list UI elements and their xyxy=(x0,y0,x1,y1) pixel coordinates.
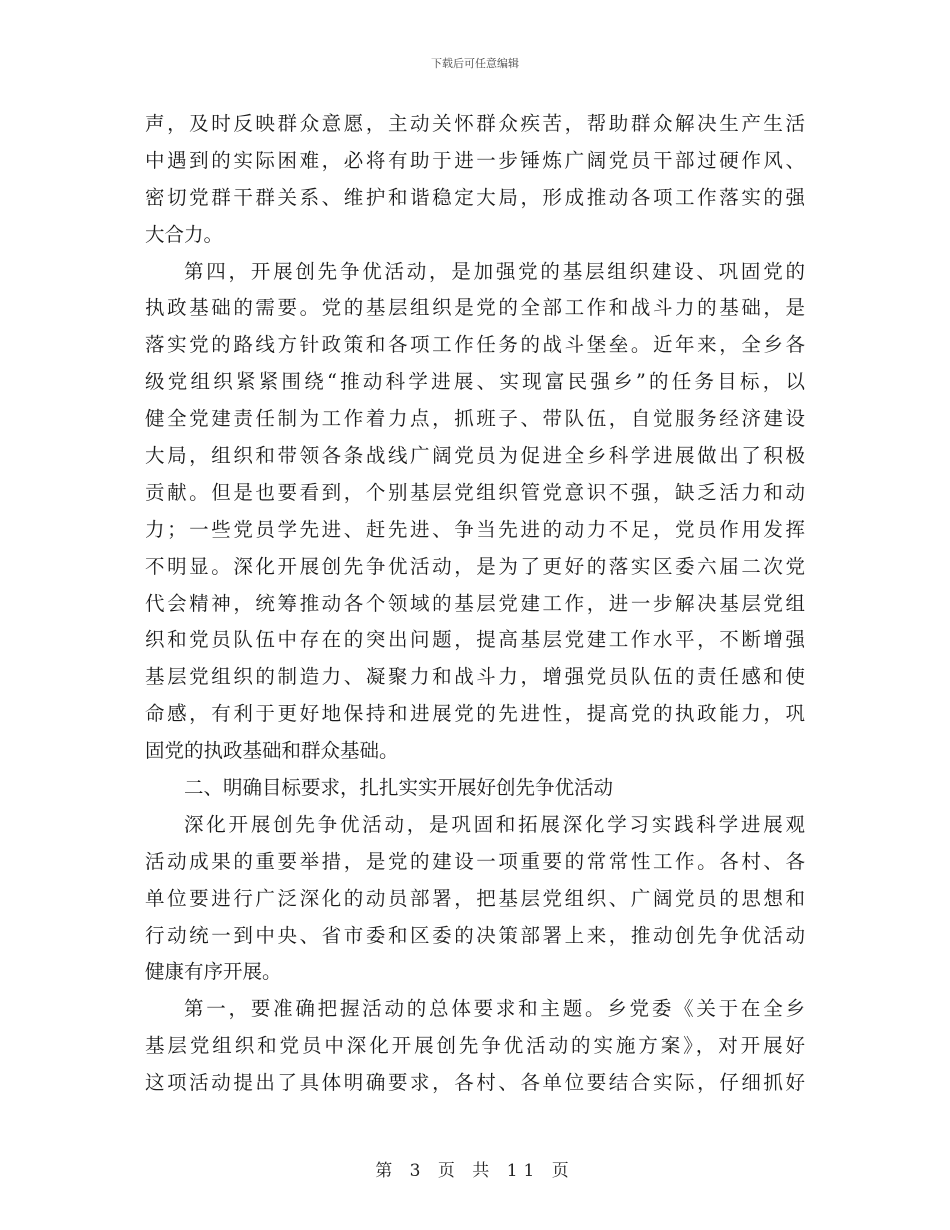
text-line: 命感，有利于更好地保持和进展党的先进性，提高党的执政能力，巩 xyxy=(145,702,805,726)
text-line: 不明显。深化开展创先争优活动，是为了更好的落实区委六届二次党 xyxy=(145,554,805,578)
document-body xyxy=(145,106,805,1102)
text-line: 级党组织紧紧围绕“推动科学进展、实现富民强乡”的任务目标，以 xyxy=(145,370,805,394)
text-line: 基层党组织和党员中深化开展创先争优活动的实施方案》，对开展好 xyxy=(145,1034,805,1058)
text-line: 中遇到的实际困难，必将有助于进一步锤炼广阔党员干部过硬作风、 xyxy=(145,148,805,172)
text-line: 力；一些党员学先进、赶先进、争当先进的动力不足，党员作用发挥 xyxy=(145,517,805,541)
text-line: 落实党的路线方针政策和各项工作任务的战斗堡垒。近年来，全乡各 xyxy=(145,333,805,357)
text-line: 第一，要准确把握活动的总体要求和主题。乡党委《关于在全乡 xyxy=(184,997,805,1021)
text-line: 大合力。 xyxy=(145,222,224,246)
text-line: 大局，组织和带领各条战线广阔党员为促进全乡科学进展做出了积极 xyxy=(145,444,805,468)
page-header: 下载后可任意编辑 xyxy=(431,57,519,70)
text-line: 代会精神，统筹推动各个领域的基层党建工作，进一步解决基层党组 xyxy=(145,591,805,615)
text-line: 深化开展创先争优活动，是巩固和拓展深化学习实践科学进展观 xyxy=(184,812,805,836)
text-line: 基层党组织的制造力、凝聚力和战斗力，增强党员队伍的责任感和使 xyxy=(145,665,805,689)
text-line: 声，及时反映群众意愿，主动关怀群众疾苦，帮助群众解决生产生活 xyxy=(145,112,805,135)
text-line: 固党的执政基础和群众基础。 xyxy=(145,739,399,763)
text-line: 贡献。但是也要看到，个别基层党组织管党意识不强，缺乏活力和动 xyxy=(145,480,805,504)
text-line: 活动成果的重要举措，是党的建设一项重要的常常性工作。各村、各 xyxy=(145,849,805,873)
text-line: 这项活动提出了具体明确要求，各村、各单位要结合实际，仔细抓好 xyxy=(145,1071,805,1095)
page-footer: 第 3 页 共 11 页 xyxy=(375,1161,575,1181)
text-line: 行动统一到中央、省市委和区委的决策部署上来，推动创先争优活动 xyxy=(145,923,805,947)
text-line: 健康有序开展。 xyxy=(145,960,282,984)
text-line: 第四，开展创先争优活动，是加强党的基层组织建设、巩固党的 xyxy=(184,259,805,283)
text-line: 织和党员队伍中存在的突出问题，提高基层党建工作水平，不断增强 xyxy=(145,628,805,652)
text-line: 健全党建责任制为工作着力点，抓班子、带队伍，自觉服务经济建设 xyxy=(145,407,805,431)
text-line: 二、明确目标要求，扎扎实实开展好创先争优活动 xyxy=(184,776,614,800)
text-line: 执政基础的需要。党的基层组织是党的全部工作和战斗力的基础，是 xyxy=(145,296,805,320)
text-line: 密切党群干群关系、维护和谐稳定大局，形成推动各项工作落实的强 xyxy=(145,185,805,209)
text-line: 单位要进行广泛深化的动员部署，把基层党组织、广阔党员的思想和 xyxy=(145,886,805,910)
